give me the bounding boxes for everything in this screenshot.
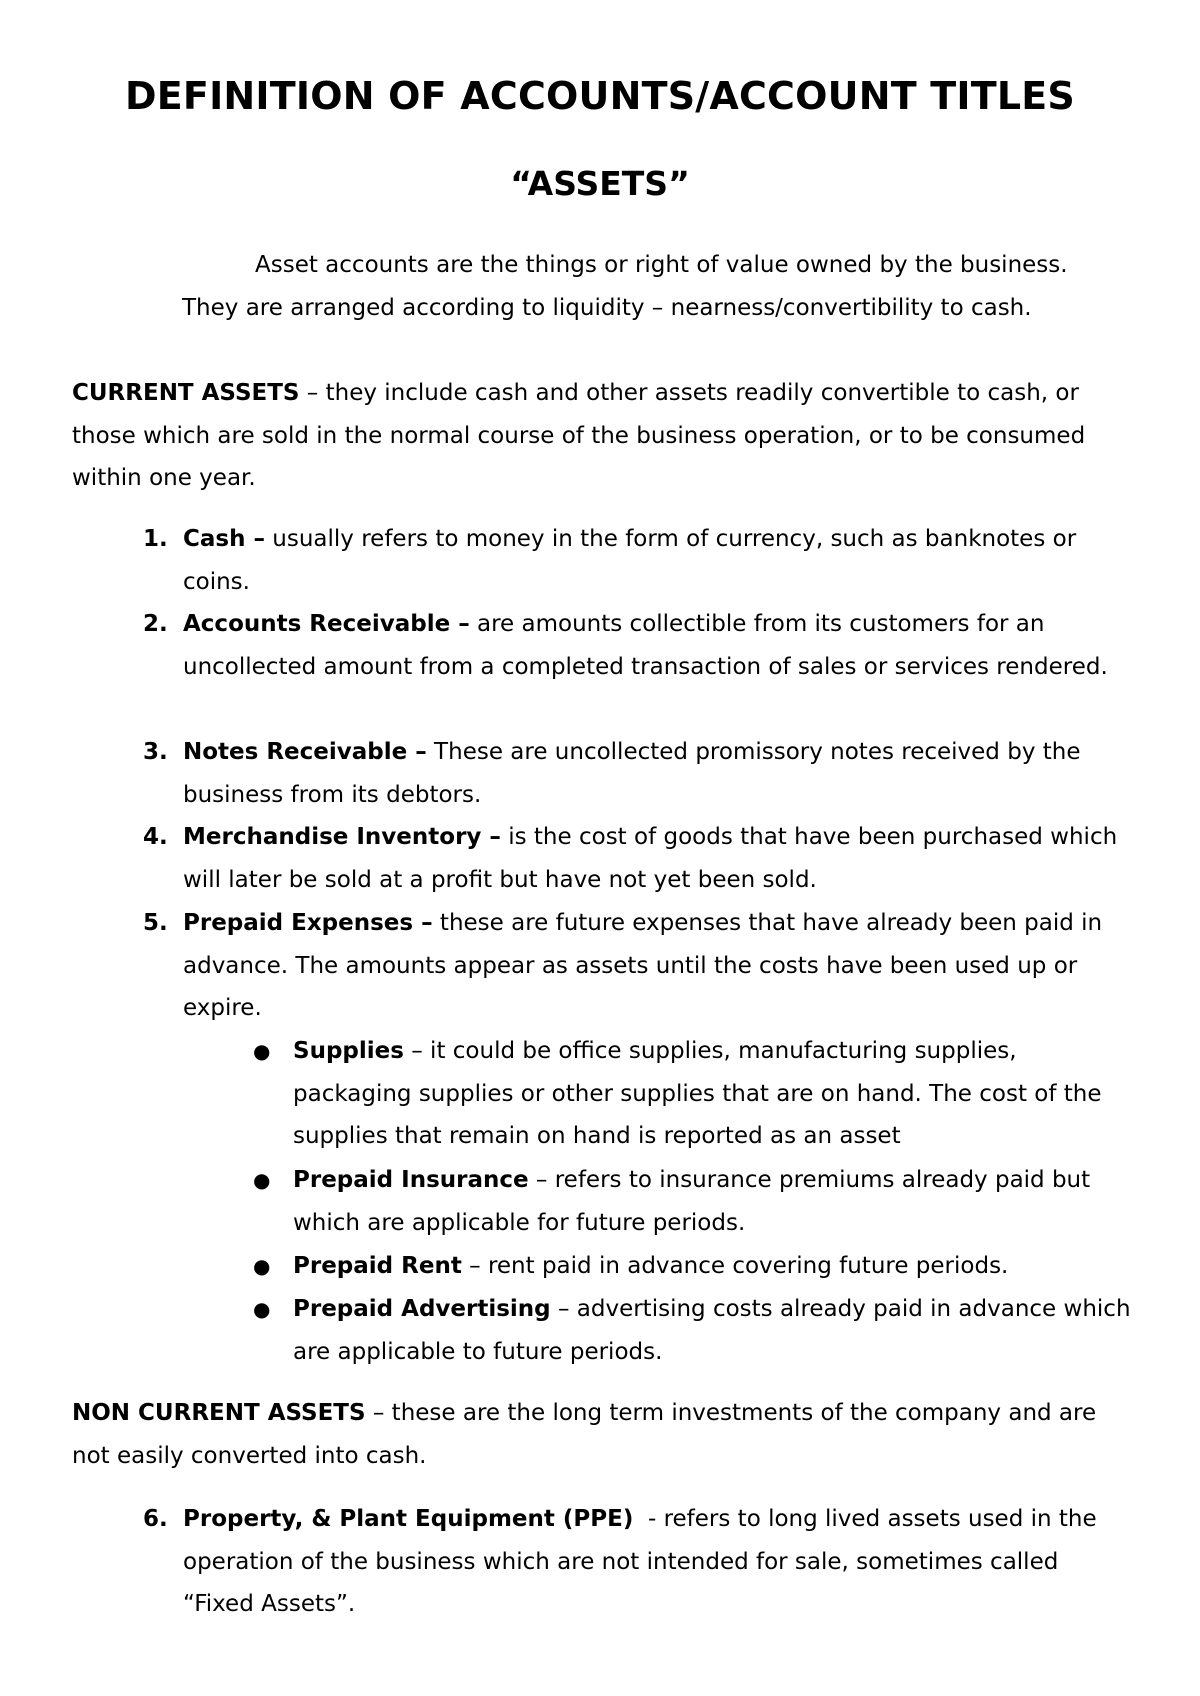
list-item-term: Notes Receivable – (183, 739, 427, 765)
list-item-text: These are uncollected promissory notes received by the business from its debtors. (183, 739, 1081, 808)
intro-line-2: They are arranged according to liquidity – nearness/convertibility to cash. (182, 294, 1032, 321)
list-item-number: 5. (143, 910, 168, 936)
intro-line-1: Asset accounts are the things or right of value owned by the business. (255, 252, 1068, 278)
list-item-term: Accounts Receivable – (183, 611, 470, 637)
list-item-text: is the cost of goods that have been purchased which will later be sold at a profit but have not yet been sold. (183, 824, 1118, 893)
list-item-term: Cash – (183, 526, 265, 552)
bullet-text: – refers to insurance premiums already paid but which are applicable for future periods. (293, 1167, 1091, 1236)
bullet-term: Prepaid Rent (293, 1253, 462, 1279)
bullet-term: Prepaid Advertising (293, 1296, 551, 1322)
bullet-item (72, 1245, 1132, 1288)
list-item (72, 902, 1132, 1030)
bullet-item (72, 1288, 1132, 1373)
list-item-term: Prepaid Expenses – (183, 910, 433, 936)
list-item-term: Merchandise Inventory – (183, 824, 501, 850)
list-item (72, 816, 1132, 901)
list-item-text: - refers to long lived assets used in the operation of the business which are not intended for sale, sometimes called “Fixed Assets”. (183, 1506, 1104, 1617)
page-title: DEFINITION OF ACCOUNTS/ACCOUNT TITLES (125, 74, 1075, 118)
bullet-item (72, 1030, 1132, 1158)
intro-paragraph (72, 244, 1132, 329)
list-item-text: these are future expenses that have already been paid in advance. The amounts appear as assets until the costs have been used up or expire. (183, 910, 1103, 1021)
list-item (72, 731, 1132, 816)
list-item-term: Property, & Plant Equipment (PPE) (183, 1506, 634, 1532)
list-item (72, 1498, 1132, 1626)
page-subtitle: “ASSETS” (510, 164, 690, 203)
bullet-icon: ● (253, 1168, 271, 1192)
list-item-number: 4. (143, 824, 168, 850)
list-item-number: 2. (143, 611, 168, 637)
list-item-text: are amounts collectible from its customers for an uncollected amount from a completed transaction of sales or services rendered. (183, 611, 1108, 680)
non-current-assets-text: – these are the long term investments of the company and are not easily converted into cash. (72, 1400, 1097, 1469)
current-assets-heading: CURRENT ASSETS (72, 380, 300, 406)
list-item-number: 1. (143, 526, 168, 552)
bullet-text: – advertising costs already paid in advance which are applicable to future periods. (293, 1296, 1131, 1365)
bullet-text: – rent paid in advance covering future periods. (461, 1253, 1009, 1279)
bullet-icon: ● (253, 1039, 271, 1063)
non-current-assets-paragraph (72, 1392, 1132, 1477)
bullet-item (72, 1159, 1132, 1244)
list-item (72, 603, 1132, 688)
list-item-text: usually refers to money in the form of currency, such as banknotes or coins. (183, 526, 1077, 595)
current-assets-text: – they include cash and other assets readily convertible to cash, or those which are sold in the normal course of the business operation, or to be consumed within one year. (72, 380, 1086, 491)
bullet-term: Supplies (293, 1038, 404, 1064)
bullet-icon: ● (253, 1254, 271, 1278)
bullet-term: Prepaid Insurance (293, 1167, 529, 1193)
list-item (72, 518, 1132, 603)
list-item-number: 6. (143, 1506, 168, 1532)
bullet-text: – it could be office supplies, manufacturing supplies, packaging supplies or other supplies that are on hand. The cost of the supplies that remain on hand is reported as an asset (293, 1038, 1102, 1149)
bullet-icon: ● (253, 1297, 271, 1321)
current-assets-paragraph (72, 372, 1132, 500)
list-item-number: 3. (143, 739, 168, 765)
non-current-assets-heading: NON CURRENT ASSETS (72, 1400, 366, 1426)
